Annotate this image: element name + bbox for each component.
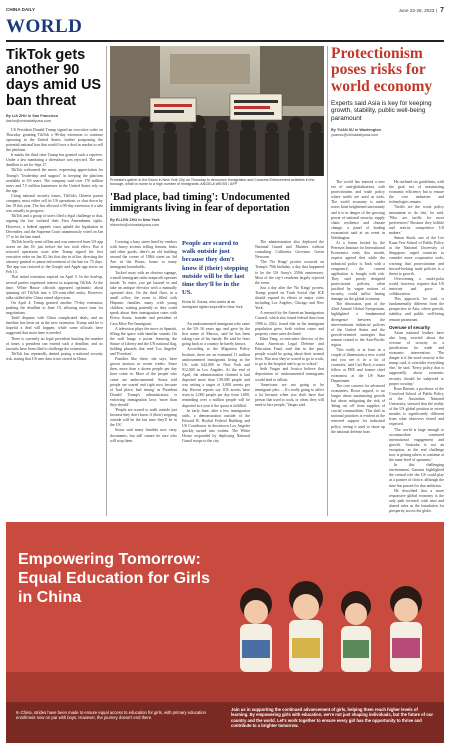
banner-caption: In China, strides have been made to ensure equal access to education for girls, with primary education enrollment now on par with boys. However, the journey doesn't end there.: [16, 710, 206, 721]
paragraph: There is currently no legal precedent limiting the number of times a president can extend such a deadline, and no lawsuits have been filed to challenge the extensions.: [6, 336, 103, 351]
paragraph: 'People are scared to walk outside just because they don't know if (their) stepping outside will be the last time they'll be in the US.': [110, 408, 177, 428]
tiktok-story: [6, 48, 103, 518]
paragraph: According to the Migration Policy Institute, there are an estimated 11 million undocumented immigrants living in the US, with 642,000 in New York and 912,000 in Los Angeles. At the end of April, the administration claimed it had deported more than 139,000 people and was setting a target of 3,000 arrests per day. Recent reports say ICE arrests have risen to 2,000 people per day from 1,000, reminding over a million people will be deported in a year if the quota is fulfilled.: [182, 347, 250, 408]
column-divider: [106, 46, 107, 516]
tiktok-byline: [6, 114, 103, 124]
protectionism-subhead: Overuse of security: [389, 324, 430, 330]
protectionism-story: [331, 46, 444, 176]
immigration-body-col1: [110, 240, 177, 516]
byline-author: By LIA ZHU in San Francisco: [6, 113, 59, 118]
paragraph: A research by the American Immigration Council, which also found federal data from 1990 to 2022, found that as the immigrant population grew, both violent crime and property crime rates declined.: [255, 311, 324, 336]
photo-caption: Protesters gather in the Bronx in New York City on Thursday to denounce Immigration and Customs Enforcement activities in the borough, which is home to a high number of immigrants. ANGELA WEISS / AFP: [110, 178, 315, 187]
pull-quote: [182, 240, 250, 320]
pull-quote-text: People are scared to walk outside just because they don't know if (their) stepping outside will be the last time they'll be in the US.: [182, 240, 249, 297]
paragraph: Families like these, she says, have grown anxious in recent weeks. Since then, more than a dozen people per day have come in. More of the people who come are undocumented. Sousa told people are scared and right now because of 'bad place, bad timing' as President Donald Trump's administration is enforcing immigration laws 'more than they should'.: [110, 357, 177, 407]
paragraph: Citing national security issues, TikTok's Chinese parent company, must either sell its US operations or shut down by Jan 19 this year. The law allowed a 90-day extension if a sale was actually in progress.: [6, 193, 103, 214]
protectionism-body-col2: [389, 180, 444, 516]
banner-footer: [6, 702, 444, 743]
protest-photo-image: [110, 46, 324, 176]
paragraph: 'The 'No Kings' protest occurred on Trump's 79th birthday, a day that happened to be the US Army's 250th anniversary. Most of the city's residents largely rejected the event.: [255, 260, 324, 285]
paragraph: The world has entered a new era of anti-globalization, with protectionism and trade policy where tariffs are used as tools. The world economy is under stress from heightened uncertainty and it is in danger of the growing power of national security, supply chain resilience and climate change, a panel of leading economists said at an event in Washington.: [331, 180, 385, 241]
paragraph: Sousa said many families now carry documents, but still cannot be sure who will stop them.: [110, 428, 177, 443]
protectionism-body-col1: [331, 180, 385, 516]
paragraph: At a forum hosted by the Peterson Institute for International Economics early this month, experts agreed that while the industrial policy is 'back with a vengeance', the current application is fraught with risk. They said poorly designed protectionist policies, often justified by vague notions of security, could inflict lasting damage on the global economy.: [331, 241, 385, 302]
paragraph: Tucked away with an obvious signage, a small immigrant radio nonprofit operates inside. To enter, you get buzzed in and take an antique elevator with a manually operated door. On the third floor, in a small office, the room is filled with Hispanic families, many with young children, waiting patiently as they could speak about their immigration cases with Elvira Sousa, founder and president of Casa Mixe Pro-Immigrant.: [110, 270, 177, 326]
paragraph: Crossing a busy street lined by vendors with heavy accents selling lemons, fruits and other goods, there's an old building around the corner of 138th street on 3rd Ave in the Bronx, home to many immigrant households.: [110, 240, 177, 270]
banner-right-text: Join us in supporting the continued advancement of girls, helping them reach higher levels of learning. By empowering girls with education, we're not just shaping individuals, but the future of our country and the world. Let's work together to ensure every girl has the opportunity to thrive and contribute to a brighter tomorrow.: [231, 707, 434, 729]
paragraph: TikTok welcomed the move, expressing appreciation for Trump's "leadership and support" in keeping the platform available to US users. The company said over 170 million users and 7.5 million businesses in the United States rely on the app.: [6, 168, 103, 193]
paragraph: On April 4, Trump granted another 75-day extension, pushing the deadline to June 19, allowing more time for negotiations.: [6, 300, 103, 316]
paragraph: Asian national leaders have also long worried about the overuse of security as a justification for trade and economic intervention. 'The danger is if the word security is the trump card, it overrides everything else,' he said. 'Every policy that is supposedly about economic security should be subjected to proper scrutiny.': [389, 330, 444, 386]
paragraph: In this challenging environment, Garnaut highlighted the central role the US could play as a partner of choice, although the time has passed for that ambition.: [389, 463, 444, 488]
paragraph: An undocumented immigrant who came to the US 16 years ago and gave by the first name of Marcos, said he has been taking care of his family. He said he fears going back to a country he barely knows.: [182, 322, 250, 347]
paragraph: He described that a more responsive global economy is the only path forward, with trust and shared rules as the foundation for prosperity across the globe.: [389, 488, 444, 513]
tiktok-headline: TikTok gets another 90 days amid US ban threat: [6, 47, 102, 109]
page-header: [6, 4, 444, 16]
paragraph: The administration also deployed the National Guard and Marines without consulting California Governor Gavin Newsom.: [255, 240, 324, 260]
paragraph: In early June, after a few immigration raids, a demonstration outside of the Edward R. Roybal Federal Building and US Courthouse in downtown Los Angeles quickly turned into violent. The White House responded by deploying National Guard troops to the city.: [182, 408, 250, 444]
immigration-byline: [110, 218, 324, 228]
paragraph: The core concern for advanced economies, Bown argued, is no longer about maximizing growth but about mitigating the risk of 'being cut off' from supplies of crucial commodities. This shift in national priorities is evident in the renewed support for industrial policy, seeing it used to shore up the national defense base.: [331, 383, 385, 434]
pull-quote-attribution: Elvira M. Sousa, who works at an immigrant rights nonprofit in New York: [182, 300, 243, 310]
protectionism-byline: [331, 128, 444, 138]
paragraph: 'Americans are not going to be immigrant jobs. ... It's really going to affect a lot because when you don't have that person that used to cook, or clean, they will need to hire people,' Vargas said.: [255, 382, 324, 407]
banner-headline: [18, 550, 218, 607]
byline-author: By YUAN SU in Washington: [331, 127, 381, 132]
byline-email: liazhu@chinadailyusa.com: [6, 118, 52, 123]
paragraph: 'The world is large enough to accommodate continued international engagement and growth. Australia is not an exception, as the real challenge now is getting others to continue at the same level of openness.': [389, 427, 444, 463]
paragraph: 'This really is at least in a couple of dimensions a new world and you see it in a lot of countries,' said Carl Bach, a senior fellow at PIIE and former chief economist at the US State Department.: [331, 348, 385, 383]
protectionism-deck: Experts said Asia is key for keeping growth, stability, public well-being paramount: [331, 99, 432, 122]
byline-email: yuansu@chinadailyusa.com: [331, 132, 379, 137]
newspaper-name: CHINA DAILY: [6, 7, 36, 12]
issue-date: June 22-28, 2023: [398, 8, 435, 13]
column-divider: [327, 46, 328, 516]
immigration-body-col3: [255, 240, 324, 516]
paragraph: Simon Stuck, one of the Lee Kuan Yew School of Public Policy at the National University of Singapore, urged countries to consider more cooperative tools, warning that protectionism and inward-looking trade policies is a threat to growth.: [389, 236, 444, 276]
paragraph: This approach, he said, is fundamentally different from the perspective in Asia, where growth, stability and public well-being remain paramount.: [389, 297, 444, 322]
page-info: June 22-28, 2023 | 7: [398, 7, 444, 14]
paragraph: Tariff disputes with China complicated deals, and no timeline has been set in the new extension. Trump said he is hopeful a deal will happen, while some officials have suggested that more time is needed.: [6, 316, 103, 336]
paragraph: He outlined six guidelines, with the goal not of maximizing economic efficiency but to ensure the core industries and technologies remain.: [389, 180, 444, 205]
immigration-headline: 'Bad place, bad timing': Undocumented immigrants living in fear of deportation: [110, 192, 290, 215]
paragraph: That initial extension expired on April 5. In the lead-up, several parties expressed interest in acquiring TikTok. At the time, White House officials appeared optimistic about spinning off TikTok into a US-controlled entity. However, talks stalled after China raised objections.: [6, 275, 103, 300]
byline-author: By ELLEN ZHU in New York: [110, 218, 160, 223]
byline-email: ellenzhu@chinadailyusa.com: [110, 223, 160, 228]
paragraph: 'Tariffs are the worst policy instrument to do this,' he said. 'Who are tariffs for most preferences? Because they hobble and restrict competitive US makers.': [389, 205, 444, 235]
paragraph: Overcoming a multi-polar world, however, requires that US innovate and grow in collaboration.: [389, 276, 444, 297]
paragraph: Seth Vargas and Jessica believe that deportation of undocumented immigrants would lead to fallout.: [255, 367, 324, 382]
page-number: 7: [440, 7, 444, 14]
paragraph: Edna Yang, co-executive director of the Asian American Legal Defense and Education Fund, said that in the past, people would be going about their normal lives. 'But now they're scared to go to work, to go to the hospital and to go to school.': [255, 336, 324, 367]
paragraph: Rose Barnett, a professor of the Crawford School of Public Policy at the Australian National University, stressed that the reality of the US global position in recent months is significantly different from what observers feared and expected.: [389, 386, 444, 427]
immigration-body-col2: [182, 322, 250, 516]
bronx-protest-photo: [110, 46, 324, 176]
protectionism-headline: Protectionism poses risks for world economy: [331, 45, 433, 95]
paragraph: US President Donald Trump signed an executive order on Thursday granting TikTok a 90-day extension to continue operating in the United States, further postponing the potential national ban that would force a deal in market to sell the platform.: [6, 127, 103, 153]
paragraph: Just a day after the 'No Kings' protest, Trump posted on Truth Social that ICE should expand its efforts in major cities including Los Angeles, Chicago and New York.: [255, 285, 324, 311]
section-title: WORLD: [6, 16, 83, 37]
tiktok-body: [6, 128, 103, 516]
paragraph: TikTok and a group of users filed a legal challenge to that, arguing the law violated their First Amendment rights. However, a federal appeals court upheld the legislation in December, and the Supreme Court unanimously voted on Jan 17 to let the ban stand.: [6, 214, 103, 239]
paragraph: A television plays the news in Spanish, filling the space with familiar sounds. On the wall hangs a poster featuring the Statue of Liberty and the UN national flag, holding placards that read 'Los Angeles' and 'Freedom'.: [110, 326, 177, 357]
paragraph: TikTok has repeatedly denied posing a national security risk, stating that US user data is not stored in China.: [6, 351, 103, 361]
paragraph: TikTok briefly went offline and was removed from US app stores on Jan 18, just before the law took effect. But it restored operations soon after Trump signed his first executive order on Jan 20, his first day in office, directing the attorney general to pause enforcement of the ban for 75 days. The app was restored to the Google and Apple app stores on Feb 13.: [6, 239, 103, 275]
education-banner: [6, 522, 444, 743]
banner-headline-text: Empowering Tomorrow: Equal Education for Girls in China: [18, 551, 211, 606]
section-rule: [6, 40, 444, 42]
paragraph: It marks the third time Trump has granted such a reprieve. Under a law mandating a divestiture was rejected. The new deadline is set for Sept 17.: [6, 153, 103, 168]
paragraph: The discussion, part of the 42nd Annual Global Symposium, highlighted a fundamental divergence between the interventionist industrial policies of the United States and the growth-oriented strategies that remain central to the Asia-Pacific region.: [331, 302, 385, 347]
